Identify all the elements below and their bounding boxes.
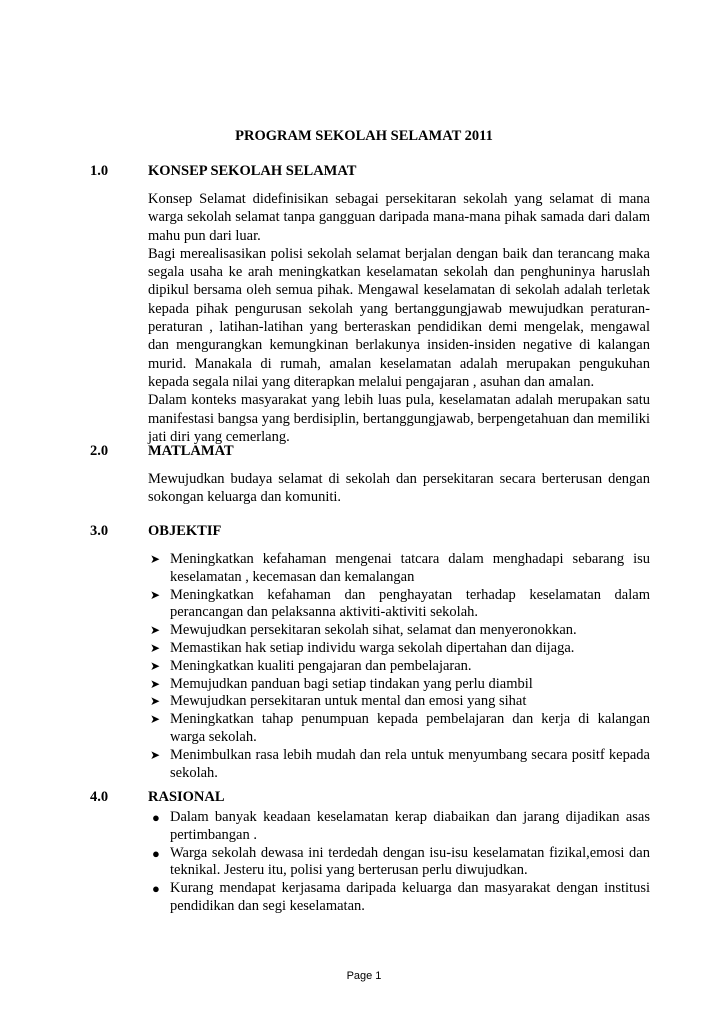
section-heading — [90, 440, 650, 462]
section-number: 3.0 — [90, 523, 109, 539]
arrow-bullet-icon: ➤ — [150, 623, 161, 638]
list-item: ➤ Mewujudkan persekitaran sekolah sihat, selamat dan menyeronokkan. — [150, 622, 577, 639]
section-heading — [90, 520, 650, 542]
section-body — [148, 190, 650, 446]
page-number: Page 1 — [346, 970, 382, 982]
objective-list — [148, 551, 650, 782]
list-item: ➤ Meningkatkan tahap penumpuan kepada pembelajaran dan kerja di kalangan warga sekolah. — [150, 711, 650, 745]
paragraph: Bagi merealisasikan polisi sekolah selamat berjalan dengan baik dan terancang maka segala usaha ke arah meningkatkan keselamatan sekolah dan penghuninya haruslah dipikul bersama oleh semua pihak. Mengawal keselamatan di sekolah adalah terletak kepada pihak pengurusan sekolah yang bertanggungjawab mewujudkan peraturan-peraturan , latihan-latihan yang berteraskan pendidikan demi mengelak, mengawal dan mengurangkan kemungkinan berlakunya insiden-insiden negative di kalangan murid. Manakala di rumah, amalan keselamatan adalah merupakan pengukuhan kepada segala nilai yang diterapkan melalui pengajaran , asuhan dan amalan. — [148, 245, 650, 390]
list-item: ➤ Mewujudkan persekitaran untuk mental dan emosi yang sihat — [150, 693, 527, 710]
section-rasional — [90, 786, 650, 916]
section-number: 4.0 — [90, 789, 109, 805]
section-title: RASIONAL — [148, 789, 225, 805]
section-heading — [90, 786, 650, 808]
section-objektif — [90, 520, 650, 782]
list-item: ● Kurang mendapat kerjasama daripada keluarga dan masyarakat dengan institusi pendidikan dan segi keselamatan. — [152, 880, 650, 914]
section-title: OBJEKTIF — [148, 523, 222, 539]
arrow-bullet-icon: ➤ — [150, 712, 161, 727]
list-item: ● Dalam banyak keadaan keselamatan kerap diabaikan dan jarang dijadikan asas pertimbangan . — [152, 809, 650, 843]
paragraph: Mewujudkan budaya selamat di sekolah dan persekitaran secara berterusan dengan sokongan keluarga dan komuniti. — [148, 471, 650, 506]
bullet-icon: ● — [152, 810, 160, 825]
bullet-icon: ● — [152, 845, 160, 861]
section-title: MATLAMAT — [148, 443, 234, 459]
list-item: ➤ Menimbulkan rasa lebih mudah dan rela untuk menyumbang secara positf kepada sekolah. — [150, 746, 650, 781]
list-item: ➤ Meningkatkan kualiti pengajaran dan pembelajaran. — [150, 657, 472, 674]
arrow-bullet-icon: ➤ — [150, 694, 161, 709]
list-item: ➤ Meningkatkan kefahaman dan penghayatan terhadap keselamatan dalam perancangan dan pelaksanna aktiviti-aktiviti sekolah. — [150, 586, 650, 621]
section-body — [148, 470, 650, 507]
document-title: PROGRAM SEKOLAH SELAMAT 2011 — [235, 128, 493, 144]
bullet-icon: ● — [152, 881, 160, 897]
arrow-bullet-icon: ➤ — [150, 747, 161, 762]
arrow-bullet-icon: ➤ — [150, 587, 161, 602]
section-title: KONSEP SEKOLAH SELAMAT — [148, 163, 357, 179]
arrow-bullet-icon: ➤ — [150, 676, 161, 691]
section-konsep — [90, 160, 650, 446]
arrow-bullet-icon: ➤ — [150, 552, 161, 566]
paragraph: Dalam konteks masyarakat yang lebih luas pula, keselamatan adalah merupakan satu manifestasi bangsa yang berdisiplin, bertanggungjawab, berpengetahuan dan memiliki jati diri yang cemerlang. — [148, 392, 650, 445]
section-matlamat — [90, 440, 650, 507]
list-item: ➤ Memujudkan panduan bagi setiap tindakan yang perlu diambil — [150, 675, 533, 692]
paragraph: Konsep Selamat didefinisikan sebagai persekitaran sekolah yang selamat di mana warga sekolah selamat tanpa gangguan daripada mana-mana pihak samada dari dalam mahu pun dari luar. — [148, 191, 650, 244]
list-item: ➤ Meningkatkan kefahaman mengenai tatcara dalam menghadapi sebarang isu keselamatan , kecemasan dan kemalangan — [150, 551, 650, 585]
arrow-bullet-icon: ➤ — [150, 658, 161, 673]
arrow-bullet-icon: ➤ — [150, 640, 161, 655]
rationale-list — [148, 809, 650, 916]
list-item: ● Warga sekolah dewasa ini terdedah dengan isu-isu keselamatan fizikal,emosi dan teknikal. Jesteru itu, polisi yang berterusan perlu diwujudkan. — [152, 844, 650, 879]
list-item: ➤ Memastikan hak setiap individu warga sekolah dipertahan dan dijaga. — [150, 639, 575, 656]
section-heading — [90, 160, 650, 182]
section-number: 1.0 — [90, 163, 109, 179]
section-number: 2.0 — [90, 443, 109, 459]
